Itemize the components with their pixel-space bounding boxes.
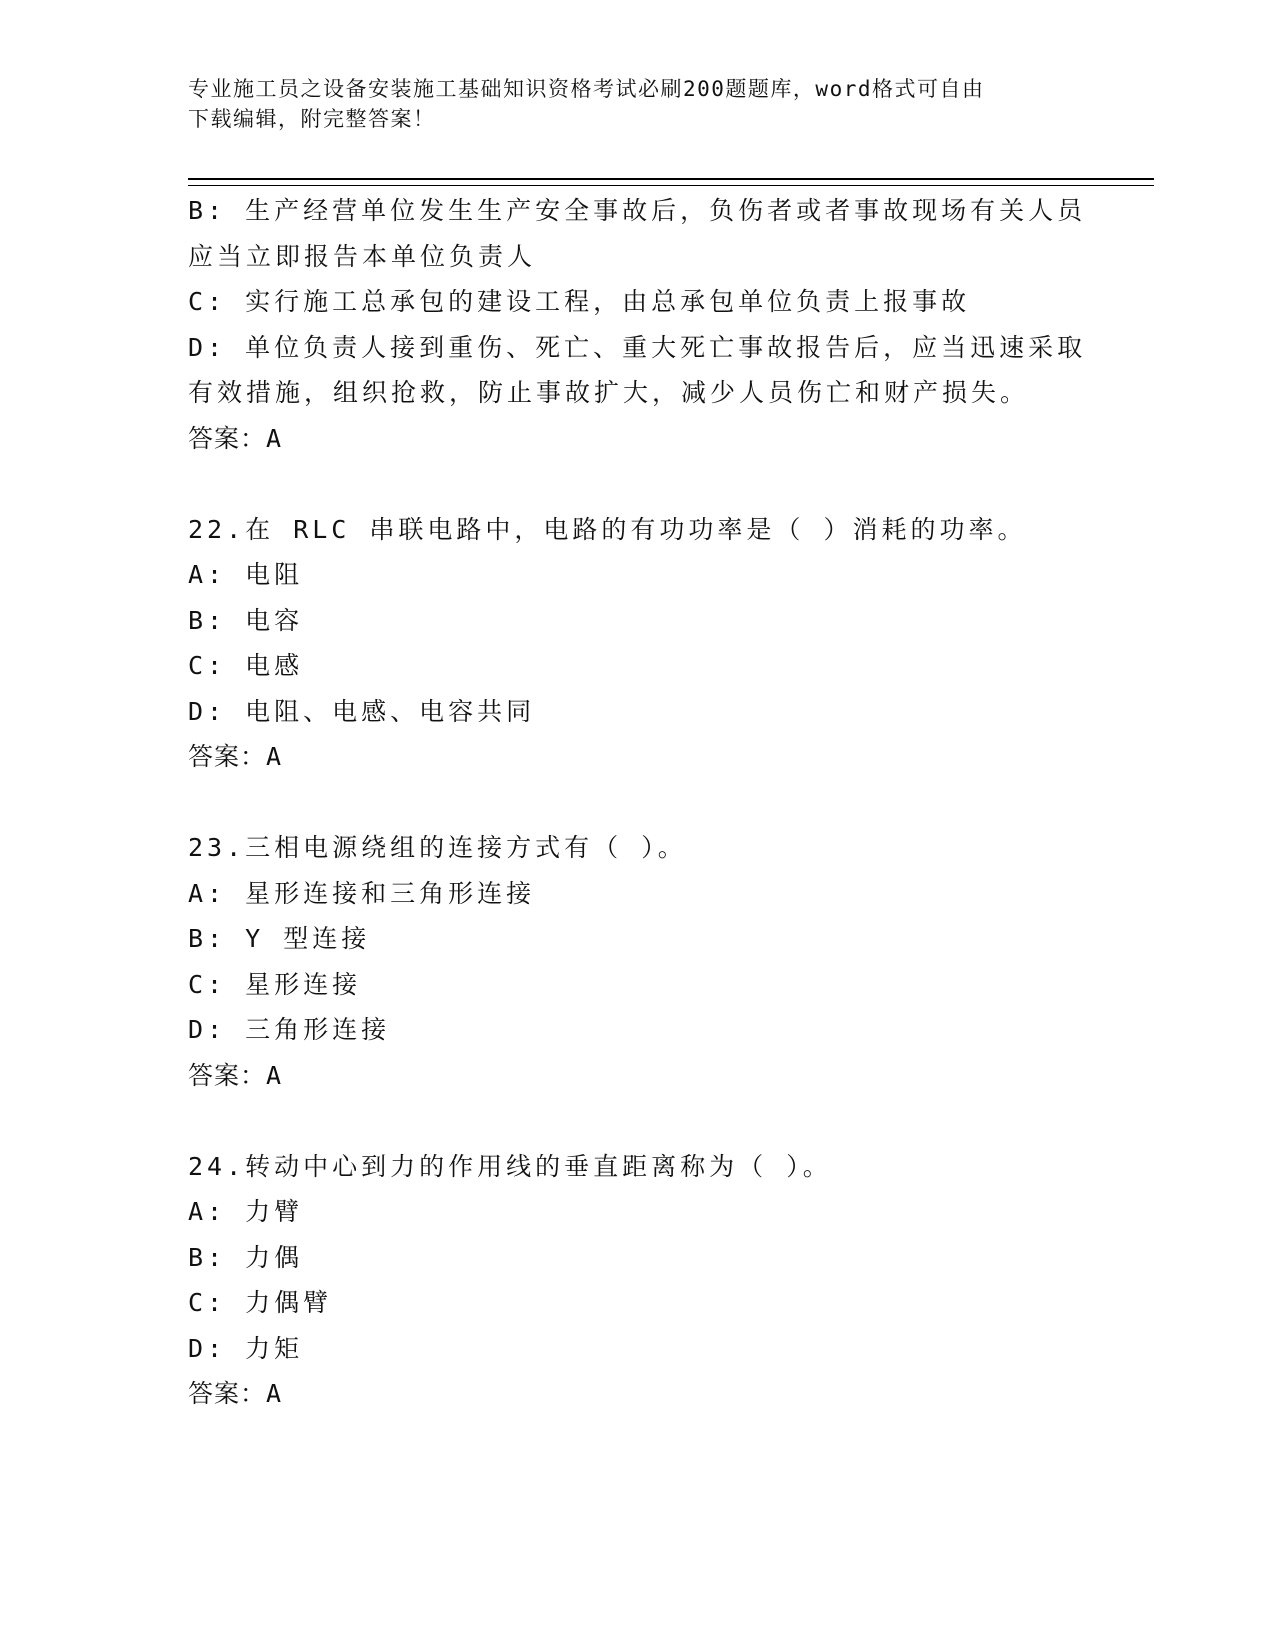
q21-option-c: C: 实行施工总承包的建设工程，由总承包单位负责上报事故: [188, 287, 971, 316]
q21-option-b-line-2: 应当立即报告本单位负责人: [188, 241, 537, 271]
question-22: [188, 507, 1088, 780]
q24-option-b: B: 力偶: [188, 1242, 304, 1272]
q21-answer: 答案：A: [188, 423, 283, 453]
question-list: [188, 188, 1088, 1417]
q23-option-c: C: 星形连接: [188, 969, 362, 999]
q21-option-d-line-2: 有效措施，组织抢救，防止事故扩大，减少人员伤亡和财产损失。: [188, 378, 1030, 407]
question-23: [188, 825, 1088, 1098]
q23-option-a: A: 星形连接和三角形连接: [188, 878, 536, 908]
q24-answer: 答案：A: [188, 1379, 283, 1408]
spacer: [188, 461, 1088, 507]
header-title-line-1: 专业施工员之设备安装施工基础知识资格考试必刷200题题库，word格式可自由: [188, 77, 985, 101]
q22-option-b: B: 电容: [188, 605, 304, 635]
question-21-tail: [188, 188, 1088, 461]
q22-option-c: C: 电感: [188, 651, 304, 680]
q24-option-a: A: 力臂: [188, 1197, 304, 1226]
header-divider: [188, 178, 1154, 186]
q24-question: 24.转动中心到力的作用线的垂直距离称为（ ）。: [188, 1151, 832, 1181]
q23-option-b: B: Y 型连接: [188, 924, 371, 953]
q23-question: 23.三相电源绕组的连接方式有（ ）。: [188, 833, 687, 862]
q21-option-b-line-1: B: 生产经营单位发生生产安全事故后，负伤者或者事故现场有关人员: [188, 196, 1087, 225]
page-header: [188, 74, 1068, 134]
spacer: [188, 1098, 1088, 1144]
q23-option-d: D: 三角形连接: [188, 1015, 391, 1044]
question-24: [188, 1144, 1088, 1417]
q23-answer: 答案：A: [188, 1060, 283, 1090]
q24-option-c: C: 力偶臂: [188, 1288, 333, 1317]
spacer: [188, 780, 1088, 826]
q22-question: 22.在 RLC 串联电路中，电路的有功功率是（ ）消耗的功率。: [188, 514, 1027, 544]
q21-option-d-line-1: D: 单位负责人接到重伤、死亡、重大死亡事故报告后，应当迅速采取: [188, 332, 1087, 362]
q22-option-a: A: 电阻: [188, 560, 304, 589]
q24-option-d: D: 力矩: [188, 1333, 304, 1363]
q22-option-d: D: 电阻、电感、电容共同: [188, 696, 536, 726]
q22-answer: 答案：A: [188, 742, 283, 771]
header-title-line-2: 下载编辑，附完整答案！: [188, 107, 436, 131]
